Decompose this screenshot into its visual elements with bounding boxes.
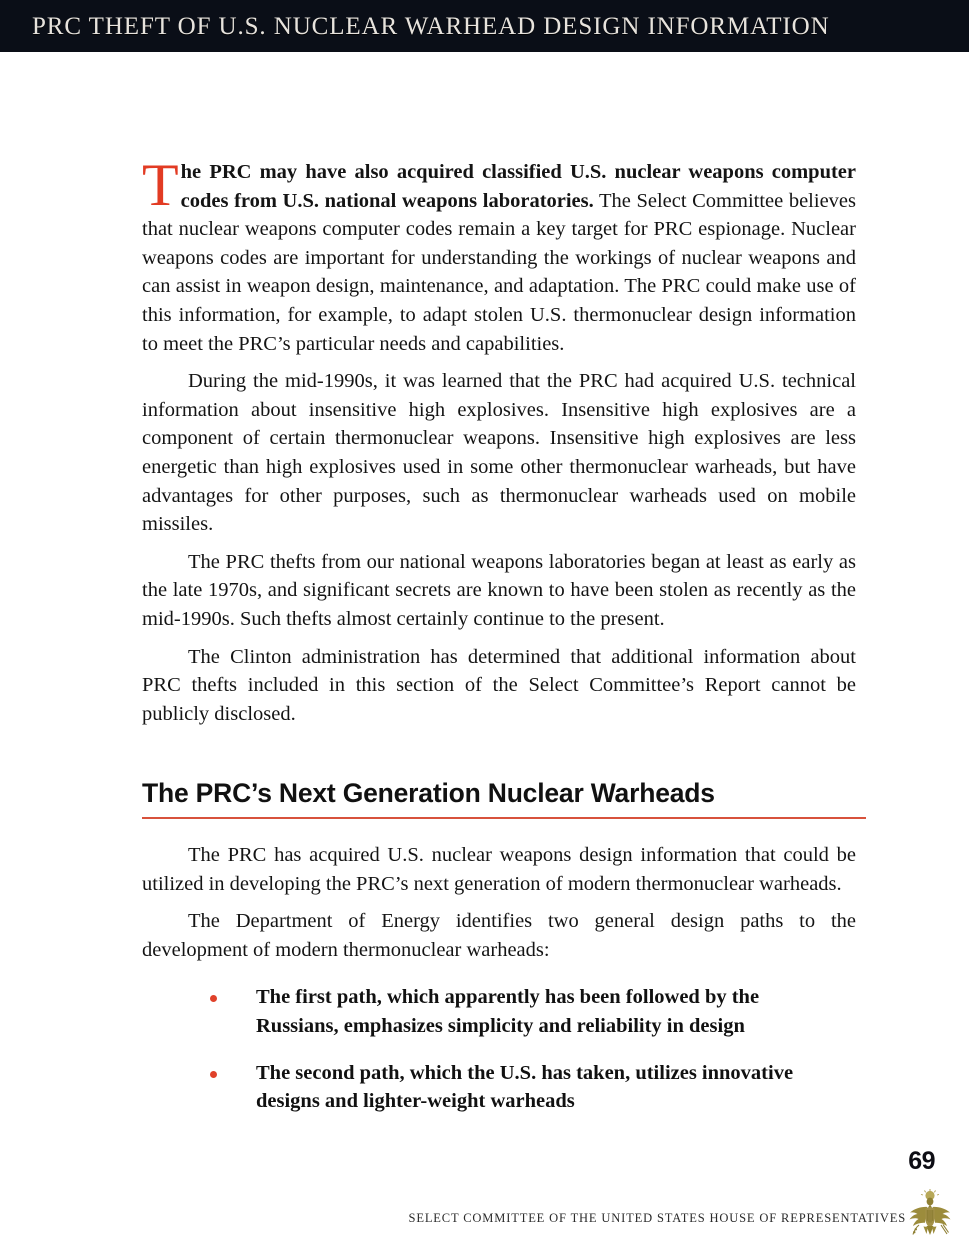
list-item-label: The second path, which the U.S. has taken, utilizes innovative designs and lighter-weight warheads <box>256 1061 794 1113</box>
body-text-column <box>142 152 856 728</box>
paragraph-insensitive-explosives: During the mid-1990s, it was learned that the PRC had acquired U.S. technical information about insensitive high explosives. Insensitive high explosives are a component of certain thermonuclear weapons. Insensitive high explosives are less energetic than high explosives used in some other thermonuclear warheads, but have advantages for other purposes, such as thermonuclear warheads used on mobile missiles. <box>142 370 856 536</box>
list-item-label: The first path, which apparently has been followed by the Russians, emphasizes simplicity and reliability in design <box>256 986 760 1037</box>
drop-cap: T <box>142 152 179 218</box>
page-number: 69 <box>908 1147 935 1175</box>
list-item <box>210 983 800 1041</box>
footer-caption: SELECT COMMITTEE OF THE UNITED STATES HOUSE OF REPRESENTATIVES <box>408 1211 906 1225</box>
section-body-column <box>142 841 856 964</box>
paragraph-next-generation: The PRC has acquired U.S. nuclear weapons design information that could be utilized in developing the PRC’s next generation of modern thermonuclear warheads. <box>142 844 856 895</box>
paragraph-clinton-administration: The Clinton administration has determined that additional information about PRC thefts included in this section of the Select Committee’s Report cannot be publicly disclosed. <box>142 645 856 725</box>
running-header <box>0 0 969 52</box>
lead-rest-run: The Select Committee believes that nuclear weapons computer codes remain a key target for PRC espionage. Nuclear weapons codes are important for understanding the workings of nuclear weapons and can assist in weapon design, maintenance, and adaptation. The PRC could make use of this information, for example, to adapt stolen U.S. thermonuclear design information to meet the PRC’s particular needs and capabilities. <box>142 189 856 355</box>
lead-paragraph <box>142 152 856 358</box>
section-heading-block <box>142 778 866 819</box>
lead-bold-run: he PRC may have also acquired classified U.S. nuclear weapons computer codes from U.S. national weapons laboratories. <box>180 161 856 212</box>
section-heading-rule <box>142 817 866 819</box>
great-seal-eagle-icon <box>903 1188 957 1240</box>
design-paths-list <box>210 983 800 1116</box>
section-heading-text: The PRC’s Next Generation Nuclear Warheads <box>142 778 715 808</box>
running-header-title: PRC THEFT OF U.S. NUCLEAR WARHEAD DESIGN INFORMATION <box>32 12 830 40</box>
list-item <box>210 1059 800 1117</box>
bullet-dot-icon <box>210 995 217 1002</box>
paragraph-thefts-timeline: The PRC thefts from our national weapons laboratories began at least as early as the late 1970s, and significant secrets are known to have been stolen as recently as the mid-1990s. Such thefts almost certainly continue to the present. <box>142 550 856 630</box>
paragraph-design-paths-intro: The Department of Energy identifies two general design paths to the development of modern thermonuclear warheads: <box>142 910 856 961</box>
bullet-dot-icon <box>210 1071 217 1078</box>
